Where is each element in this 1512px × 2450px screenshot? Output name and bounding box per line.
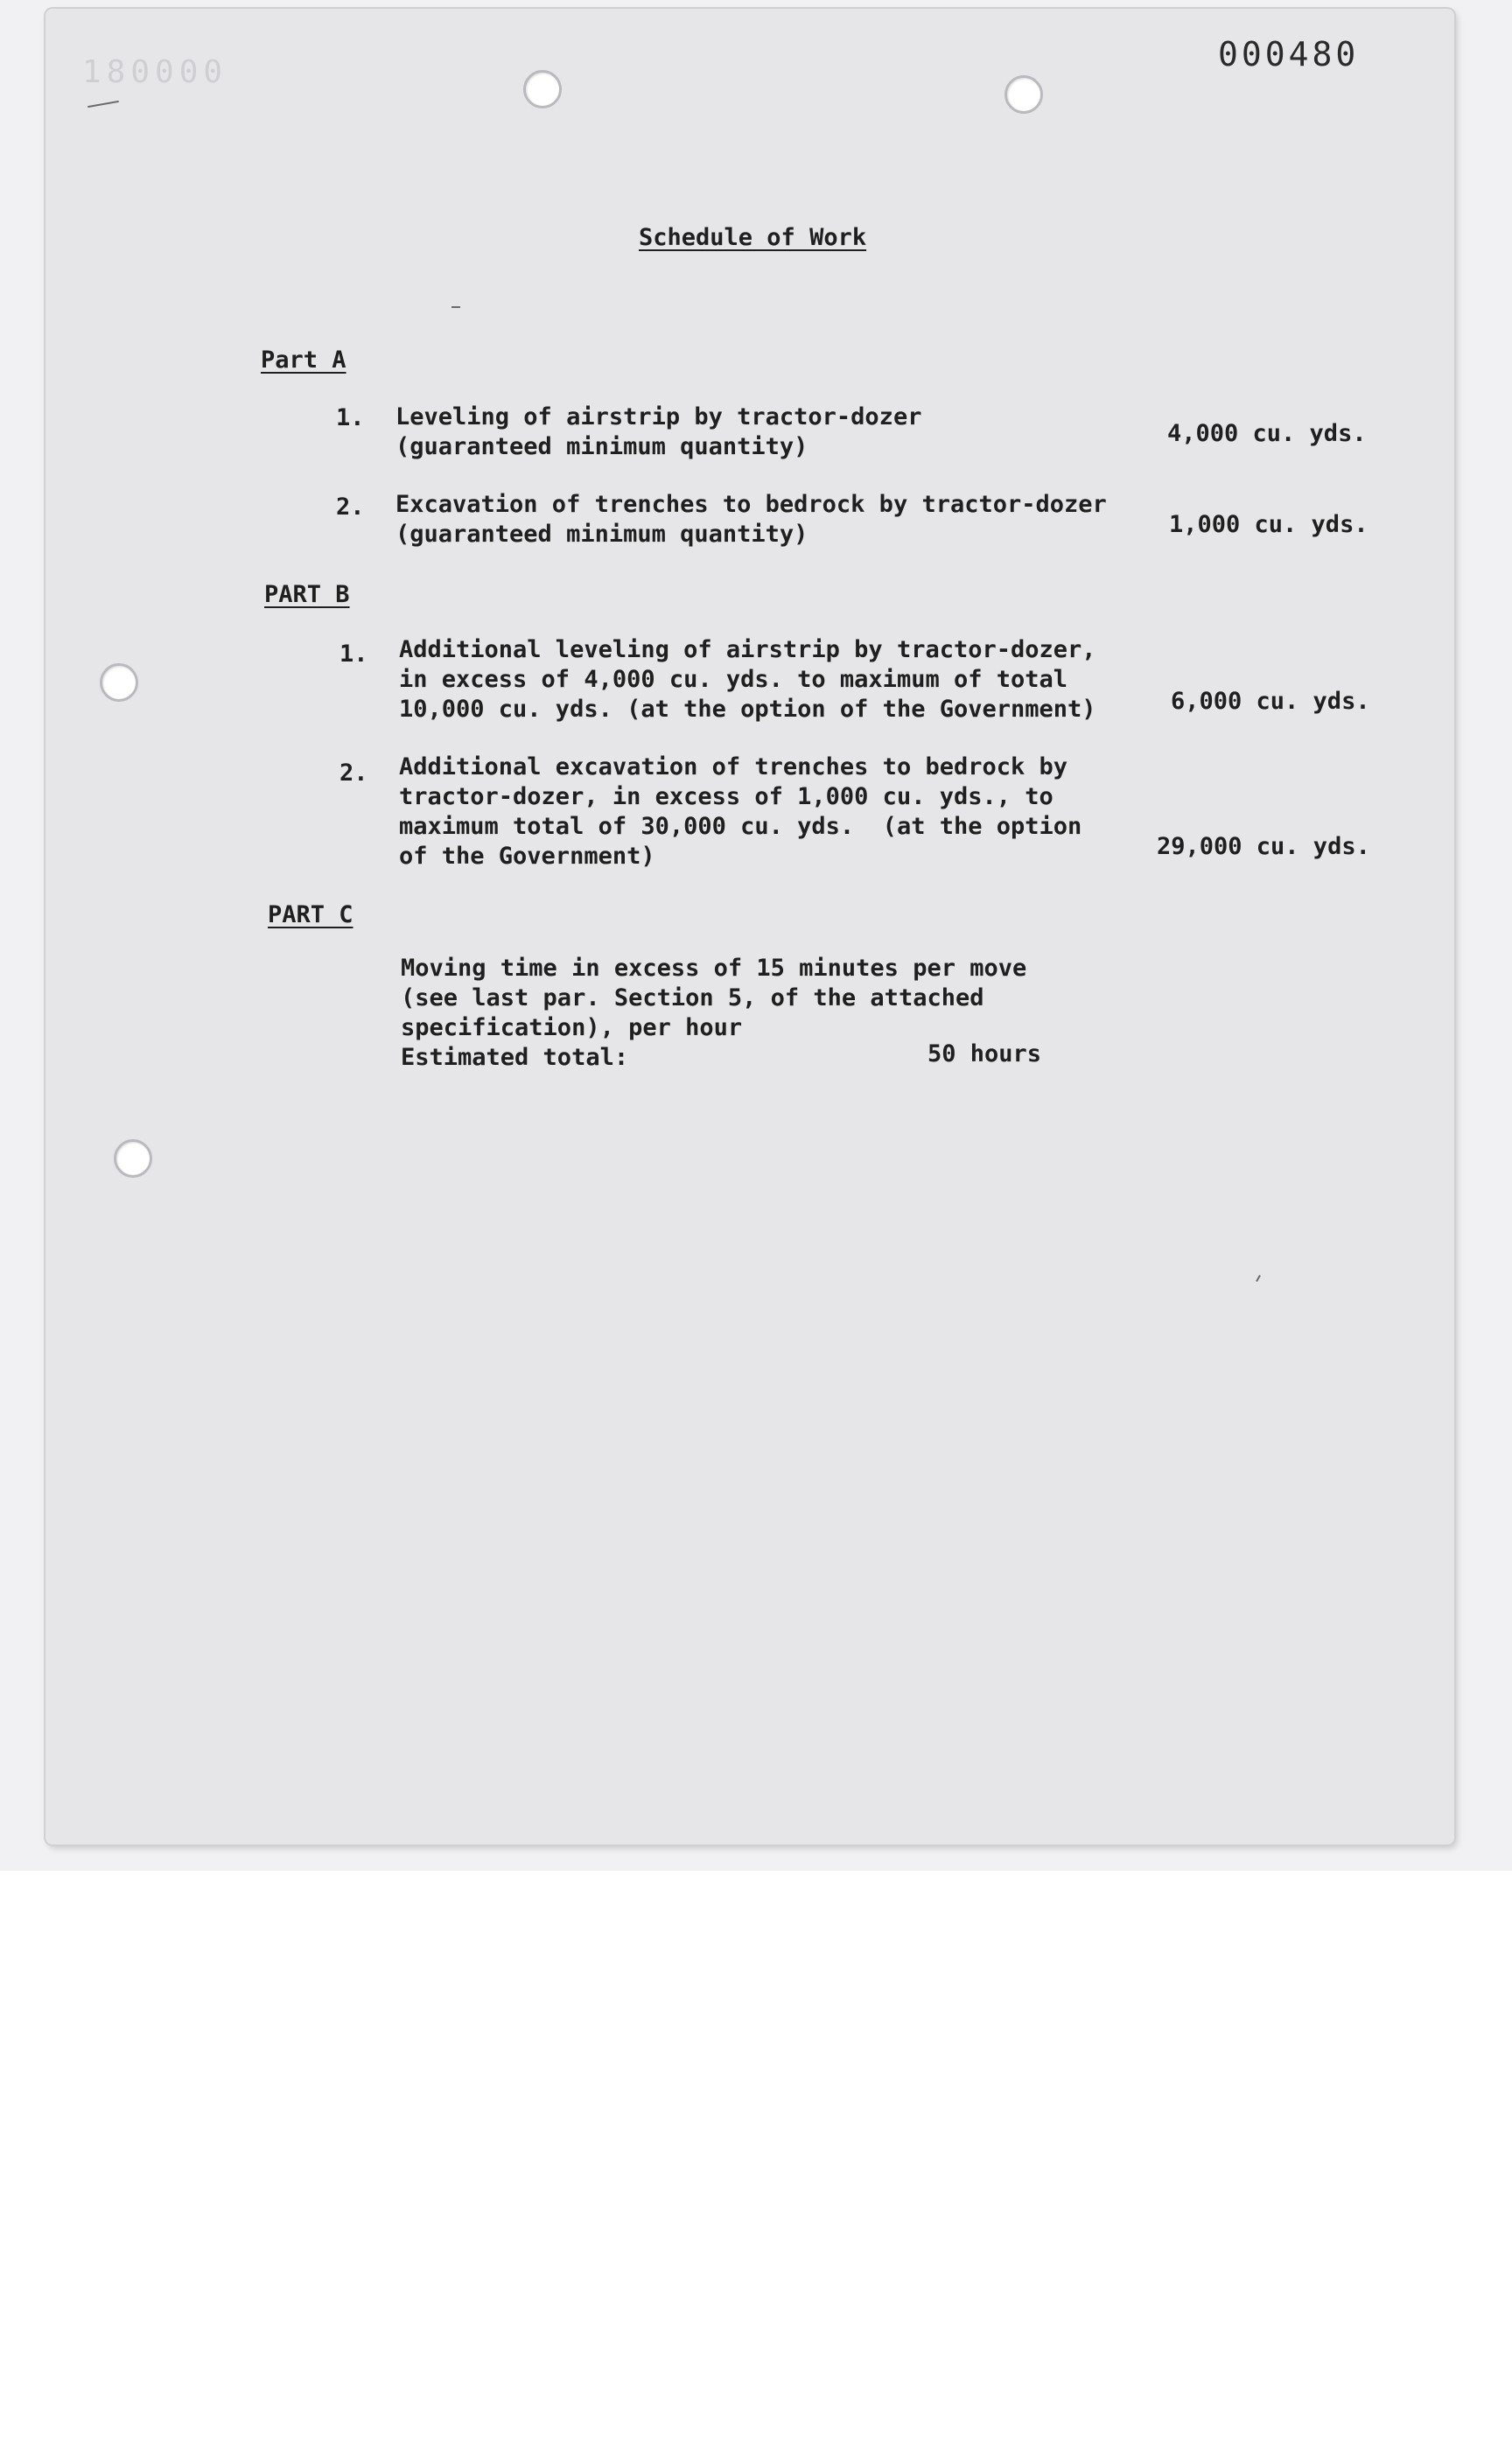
part-c-estimate-value: 50 hours: [928, 1040, 1042, 1068]
text-line: in excess of 4,000 cu. yds. to maximum of total: [399, 666, 1068, 693]
part-a-item-2-quantity: 1,000 cu. yds.: [1169, 511, 1368, 538]
part-a-item-1-text: [396, 402, 921, 462]
text-line: Leveling of airstrip by tractor-dozer: [396, 403, 922, 430]
punch-hole-left-lower: [114, 1139, 152, 1178]
punch-hole-top-right: [1004, 75, 1043, 114]
part-c-estimate-label: Estimated total:: [401, 1044, 629, 1071]
part-b-item-2-number: 2.: [340, 760, 368, 787]
part-a-item-1-quantity: 4,000 cu. yds.: [1167, 420, 1367, 447]
part-b-heading: PART B: [264, 581, 350, 608]
text-line: (guaranteed minimum quantity): [396, 433, 808, 460]
text-line: Moving time in excess of 15 minutes per move: [401, 955, 1027, 982]
faint-stamp-number: 180000: [82, 54, 228, 90]
text-line: 10,000 cu. yds. (at the option of the Government): [399, 696, 1096, 723]
page-title: Schedule of Work: [639, 224, 867, 251]
text-line: (guaranteed minimum quantity): [396, 521, 808, 548]
stray-mark: [88, 101, 119, 108]
part-a-item-2-number: 2.: [336, 494, 365, 521]
stray-mark: [452, 306, 460, 308]
part-a-item-2-text: [396, 490, 1107, 550]
stray-mark: [1256, 1275, 1261, 1282]
part-b-item-1-quantity: 6,000 cu. yds.: [1171, 688, 1370, 715]
part-b-item-1-number: 1.: [340, 640, 368, 668]
part-a-heading: Part A: [261, 346, 346, 374]
part-c-text: [401, 954, 1026, 1043]
punch-hole-top-left: [523, 70, 562, 108]
part-b-item-2-text: [399, 752, 1082, 872]
text-line: maximum total of 30,000 cu. yds. (at the option: [399, 813, 1082, 840]
part-b-item-2-quantity: 29,000 cu. yds.: [1157, 833, 1370, 860]
text-line: specification), per hour: [401, 1014, 743, 1041]
part-a-item-1-number: 1.: [336, 404, 365, 431]
part-c-heading: PART C: [268, 901, 354, 928]
document-page: [46, 9, 1454, 1844]
punch-hole-left-upper: [100, 663, 138, 702]
text-line: Excavation of trenches to bedrock by tractor-dozer: [396, 491, 1107, 518]
part-b-item-1-text: [399, 635, 1096, 724]
text-line: Additional excavation of trenches to bedrock by: [399, 753, 1068, 780]
text-line: tractor-dozer, in excess of 1,000 cu. yds., to: [399, 783, 1054, 810]
document-number: 000480: [1218, 35, 1360, 74]
text-line: Additional leveling of airstrip by tractor-dozer,: [399, 636, 1096, 663]
text-line: of the Government): [399, 843, 655, 870]
text-line: (see last par. Section 5, of the attached: [401, 984, 984, 1012]
